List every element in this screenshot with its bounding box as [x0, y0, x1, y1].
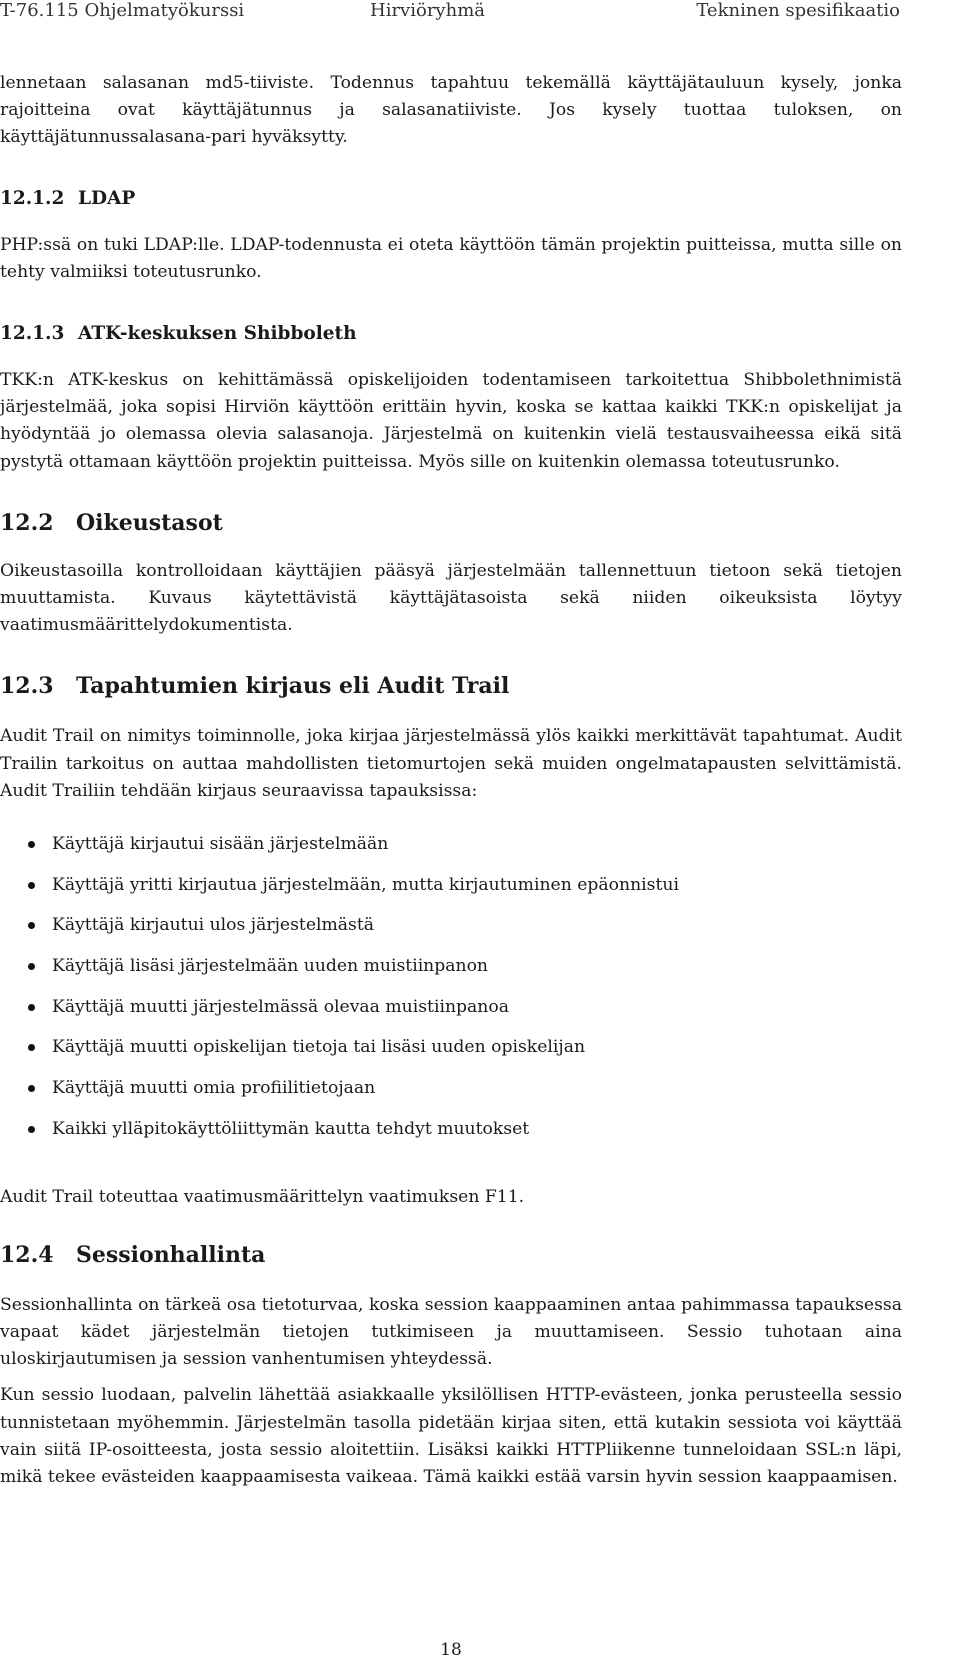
bullet-icon	[28, 922, 35, 929]
header-group: Hirviöryhmä	[370, 0, 485, 21]
page-body	[0, 70, 902, 1491]
session-paragraph-1: Sessionhallinta on tärkeä osa tietoturvaa, koska session kaappaaminen antaa pahimmassa tapauksessa vapaat kädet järjestelmän tietojen tutkimiseen ja muuttamiseen. Sessio tuhotaan aina uloskirjautumisen ja session vanhentumisen yhteydessä.	[0, 1294, 902, 1370]
ldap-paragraph: PHP:ssä on tuki LDAP:lle. LDAP-todennusta ei oteta käyttöön tämän projektin puitteissa, mutta sille on tehty valmiiksi toteutusrunko.	[0, 234, 902, 282]
header-document-title: Tekninen spesifikaatio	[696, 0, 900, 21]
list-item: Käyttäjä yritti kirjautua järjestelmään, mutta kirjautuminen epäonnistui	[0, 872, 902, 913]
section-number: 12.1.3	[0, 323, 65, 345]
list-item: Käyttäjä muutti opiskelijan tietoja tai lisäsi uuden opiskelijan	[0, 1034, 902, 1075]
shibboleth-paragraph: TKK:n ATK-keskus on kehittämässä opiskelijoiden todentamiseen tarkoitettua Shibbolethnimistä järjestelmää, joka sopisi Hirviön käyttöön erittäin hyvin, koska se kattaa kaikki TKK:n opiskelijat ja hyödyntää jo olemassa olevia salasanoja. Järjestelmä on kuitenkin vielä testausvaiheessa eikä sitä pystytä ottamaan käyttöön projektin puitteissa. Myös sille on kuitenkin olemassa toteutusrunko.	[0, 370, 902, 472]
list-item: Käyttäjä kirjautui ulos järjestelmästä	[0, 912, 902, 953]
session-paragraph-2: Kun sessio luodaan, palvelin lähettää asiakkaalle yksilöllisen HTTP-evästeen, jonka perusteella sessio tunnistetaan myöhemmin. Järjestelmän tasolla pidetään kirjaa siten, että kutakin sessiota voi käyttää vain siitä IP-osoitteesta, josta sessio aloitettiin. Lisäksi kaikki HTTPliikenne tunneloidaan SSL:n läpi, mikä tekee evästeiden kaappaamisesta vaikeaa. Tämä kaikki estää varsin hyvin session kaappaamisen.	[0, 1385, 902, 1487]
section-heading-shibboleth	[0, 320, 902, 347]
intro-paragraph: lennetaan salasanan md5-tiiviste. Todennus tapahtuu tekemällä käyttäjätauluun kysely, jonka rajoitteina ovat käyttäjätunnus ja salasanatiiviste. Jos kysely tuottaa tuloksen, on käyttäjätunnussalasana-pari hyväksytty.	[0, 73, 902, 148]
oikeustasot-paragraph: Oikeustasoilla kontrolloidaan käyttäjien pääsyä järjestelmään tallennettuun tietoon sekä tietojen muuttamista. Kuvaus käytettävistä käyttäjätasoista sekä niiden oikeuksista löytyy vaatimusmäärittelydokumentista.	[0, 560, 902, 636]
list-item: Käyttäjä muutti järjestelmässä olevaa muistiinpanoa	[0, 994, 902, 1035]
running-header	[0, 0, 900, 30]
page-number: 18	[440, 1640, 462, 1660]
section-number: 12.3	[0, 673, 54, 700]
bullet-icon	[28, 963, 35, 970]
section-title: Sessionhallinta	[76, 1241, 266, 1268]
section-heading-ldap	[0, 185, 902, 212]
list-item: Kaikki ylläpitokäyttöliittymän kautta tehdyt muutokset	[0, 1116, 902, 1157]
bullet-icon	[28, 1126, 35, 1133]
section-title: Tapahtumien kirjaus eli Audit Trail	[76, 673, 510, 700]
list-item: Käyttäjä muutti omia profiilitietojaan	[0, 1075, 902, 1116]
section-title: Oikeustasot	[76, 509, 223, 536]
audit-closing-paragraph: Audit Trail toteuttaa vaatimusmäärittelyn vaatimuksen F11.	[0, 1186, 525, 1207]
bullet-icon	[28, 1044, 35, 1051]
audit-event-list	[0, 831, 902, 1157]
list-item: Käyttäjä kirjautui sisään järjestelmään	[0, 831, 902, 872]
header-course: T-76.115 Ohjelmatyökurssi	[0, 0, 245, 21]
section-heading-oikeustasot	[0, 508, 902, 538]
section-title: LDAP	[78, 187, 136, 209]
section-heading-sessionhallinta	[0, 1240, 902, 1270]
section-heading-audit-trail	[0, 671, 902, 701]
list-item: Käyttäjä lisäsi järjestelmään uuden muistiinpanon	[0, 953, 902, 994]
bullet-icon	[28, 1085, 35, 1092]
bullet-icon	[28, 882, 35, 889]
audit-paragraph: Audit Trail on nimitys toiminnolle, joka kirjaa järjestelmässä ylös kaikki merkittävät tapahtumat. Audit Trailin tarkoitus on auttaa mahdollisten tietomurtojen sekä muiden ongelmatapausten selvittämistä. Audit Trailiin tehdään kirjaus seuraavissa tapauksissa:	[0, 726, 902, 801]
section-number: 12.1.2	[0, 187, 65, 209]
bullet-icon	[28, 1004, 35, 1011]
section-number: 12.4	[0, 1241, 54, 1268]
bullet-icon	[28, 841, 35, 848]
section-title: ATK-keskuksen Shibboleth	[78, 323, 357, 345]
section-number: 12.2	[0, 509, 54, 536]
